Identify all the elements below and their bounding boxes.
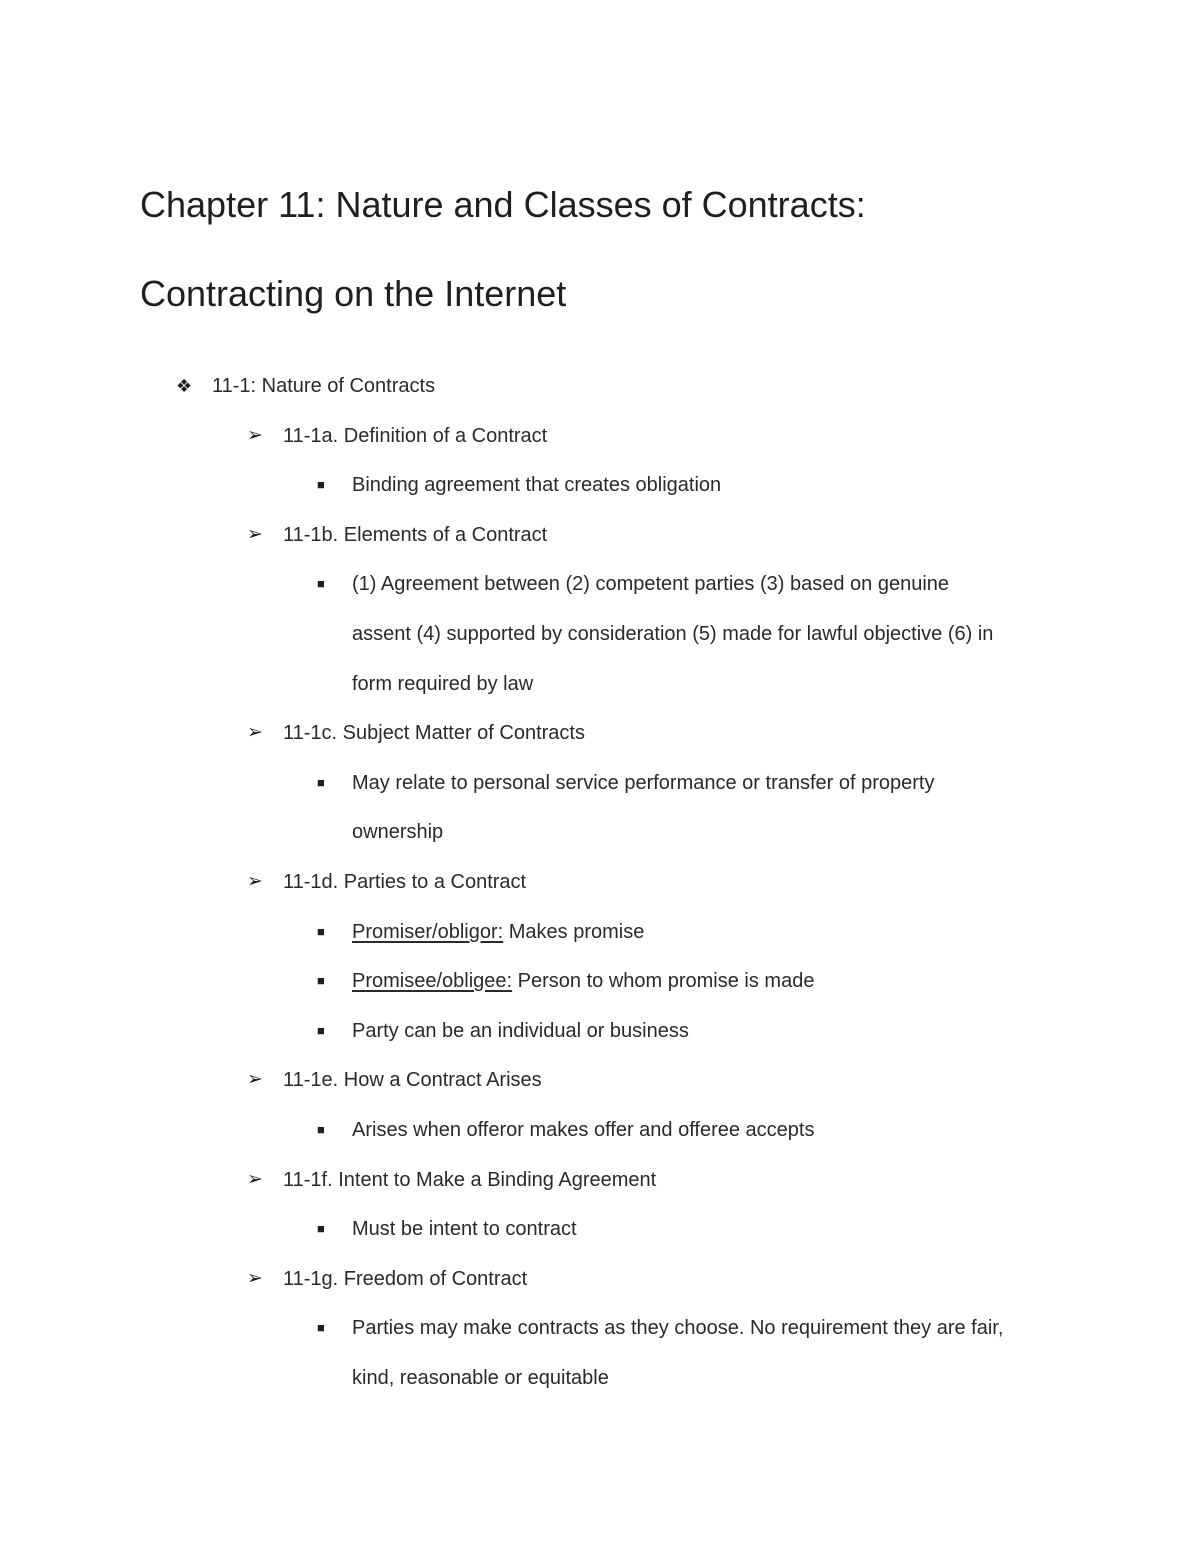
square-bullet-icon: ■: [317, 775, 325, 790]
section-heading: 11-1: Nature of Contracts: [212, 375, 436, 397]
list-item-line: (1) Agreement between (2) competent parties (3) based on genuine: [352, 573, 950, 595]
list-item-line: kind, reasonable or equitable: [352, 1367, 609, 1389]
subsection-heading: 11-1b. Elements of a Contract: [283, 524, 548, 546]
list-item-line: form required by law: [352, 673, 534, 695]
arrow-bullet-icon: ➢: [247, 871, 263, 892]
square-bullet-icon: ■: [317, 477, 325, 492]
square-bullet-icon: ■: [317, 1023, 325, 1038]
page-title-line-1: Chapter 11: Nature and Classes of Contracts:: [140, 184, 866, 225]
list-item-line: Party can be an individual or business: [352, 1020, 689, 1042]
arrow-bullet-icon: ➢: [247, 524, 263, 545]
subsection-heading: 11-1g. Freedom of Contract: [283, 1268, 528, 1290]
term-definition: Makes promise: [503, 921, 645, 943]
page-title-line-2: Contracting on the Internet: [140, 273, 567, 314]
list-item-line: [352, 919, 644, 945]
list-item-line: [352, 968, 814, 994]
arrow-bullet-icon: ➢: [247, 1268, 263, 1289]
square-bullet-icon: ■: [317, 1221, 325, 1236]
defined-term: Promisee/obligee:: [352, 970, 513, 992]
arrow-bullet-icon: ➢: [247, 1069, 263, 1090]
square-bullet-icon: ■: [317, 924, 325, 939]
square-bullet-icon: ■: [317, 1122, 325, 1137]
square-bullet-icon: ■: [317, 576, 325, 591]
list-item-line: Parties may make contracts as they choose. No requirement they are fair,: [352, 1317, 1004, 1339]
subsection-heading: 11-1f. Intent to Make a Binding Agreement: [283, 1169, 657, 1191]
subsection-heading: 11-1c. Subject Matter of Contracts: [283, 722, 585, 744]
square-bullet-icon: ■: [317, 1320, 325, 1335]
list-item-line: Binding agreement that creates obligation: [352, 474, 722, 496]
list-item-line: Arises when offeror makes offer and offeree accepts: [352, 1119, 815, 1141]
arrow-bullet-icon: ➢: [247, 1169, 263, 1190]
square-bullet-icon: ■: [317, 973, 325, 988]
subsection-heading: 11-1e. How a Contract Arises: [283, 1069, 542, 1091]
subsection-heading: 11-1a. Definition of a Contract: [283, 425, 548, 447]
term-definition: Person to whom promise is made: [512, 970, 815, 992]
list-item-line: Must be intent to contract: [352, 1218, 577, 1240]
defined-term: Promiser/obligor:: [352, 921, 504, 943]
arrow-bullet-icon: ➢: [247, 722, 263, 743]
diamond-bullet-icon: ❖: [176, 376, 193, 396]
list-item-line: assent (4) supported by consideration (5) made for lawful objective (6) in: [352, 623, 994, 645]
subsection-heading: 11-1d. Parties to a Contract: [283, 871, 527, 893]
list-item-line: May relate to personal service performance or transfer of property: [352, 772, 935, 794]
arrow-bullet-icon: ➢: [247, 425, 263, 446]
list-item-line: ownership: [352, 821, 444, 843]
